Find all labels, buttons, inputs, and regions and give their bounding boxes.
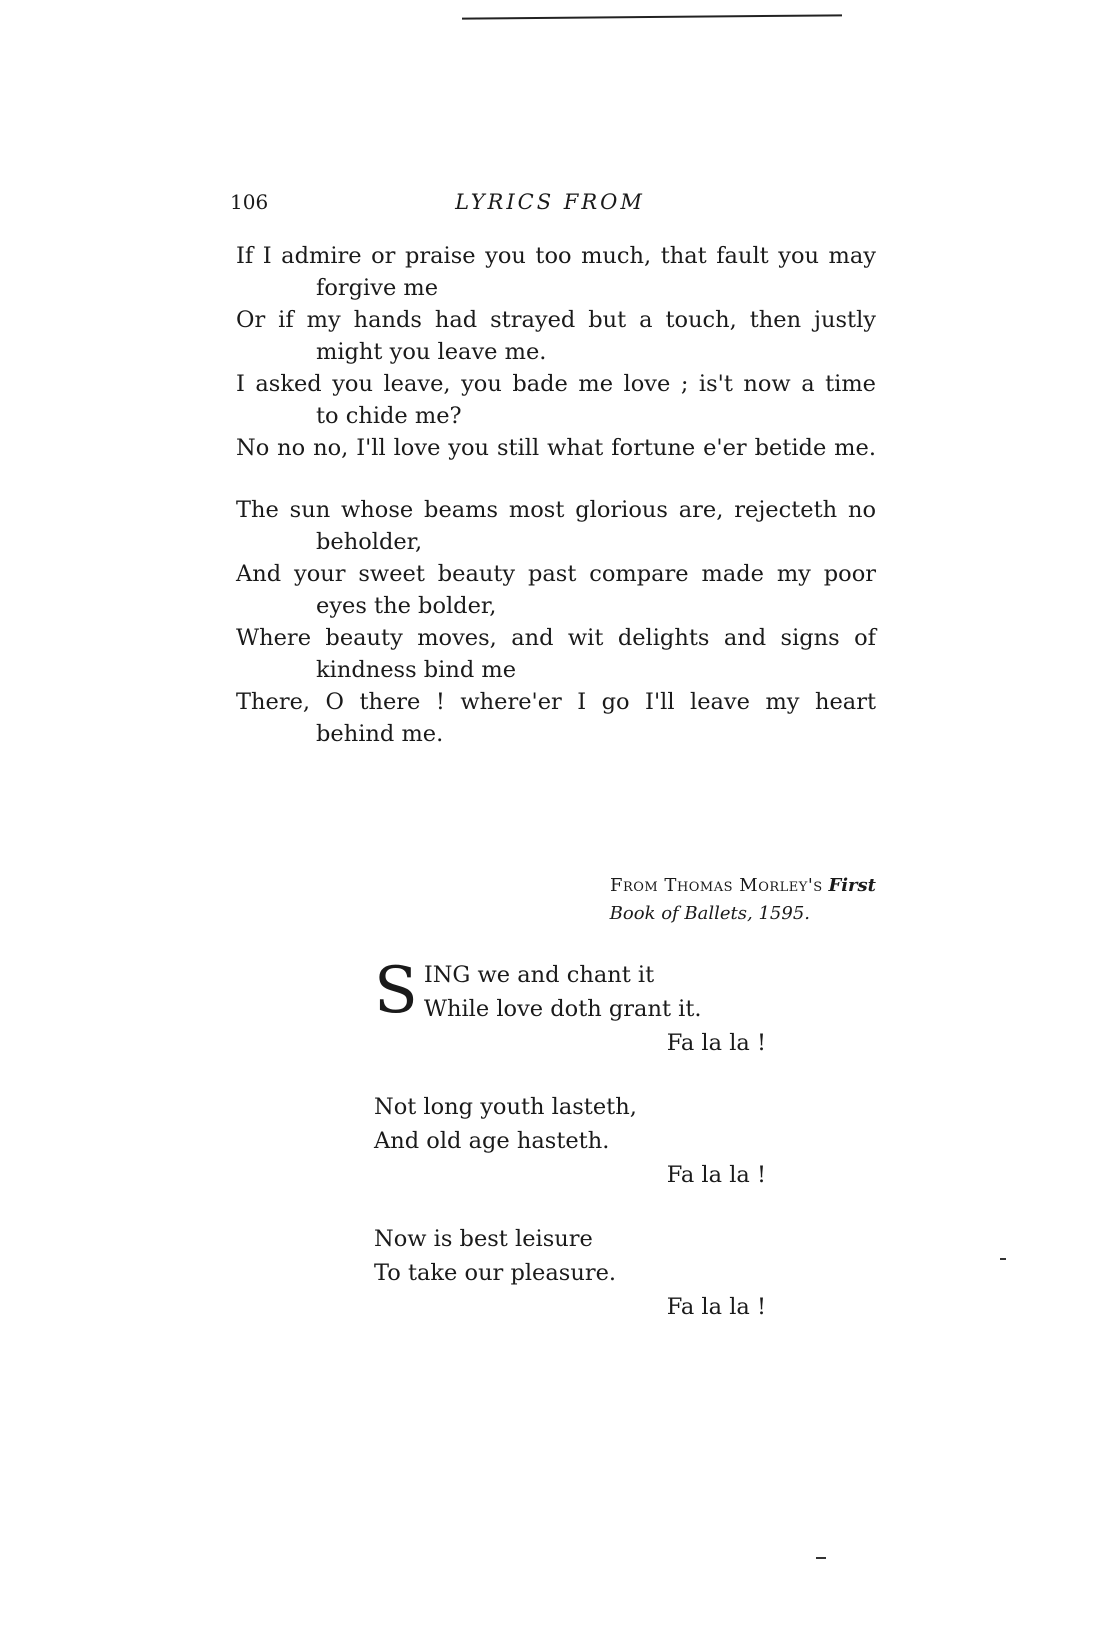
verse-continuation: beholder, xyxy=(316,529,423,555)
source-book: Book of Ballets, 1595. xyxy=(609,903,810,924)
verse-continuation: kindness bind me xyxy=(316,657,517,683)
verse-line: Not long youth lasteth, xyxy=(374,1094,637,1120)
verse-line: To take our pleasure. xyxy=(374,1260,617,1286)
print-speck xyxy=(816,1557,826,1559)
print-speck xyxy=(1000,1258,1006,1260)
verse-continuation: might you leave me. xyxy=(316,339,547,365)
verse-line: And old age hasteth. xyxy=(374,1128,610,1154)
top-rule xyxy=(462,14,842,19)
verse-line: Where beauty moves, and wit delights and signs of xyxy=(236,625,876,651)
dropcap-block xyxy=(374,954,794,1028)
verse-line: There, O there ! where'er I go I'll leave my heart xyxy=(236,689,876,715)
source-first: First xyxy=(828,875,876,896)
poem-a xyxy=(236,240,876,780)
verse-line: While love doth grant it. xyxy=(423,996,702,1022)
verse-line: Now is best leisure xyxy=(374,1226,593,1252)
verse-line: Or if my hands had strayed but a touch, then justly xyxy=(236,307,876,333)
verse-line: ING we and chant it xyxy=(423,962,655,988)
verse-line: And your sweet beauty past compare made my poor xyxy=(236,561,876,587)
page-number: 106 xyxy=(230,190,269,214)
refrain: Fa la la ! xyxy=(666,1030,766,1056)
verse-line: If I admire or praise you too much, that fault you may xyxy=(236,243,876,269)
stanza-2 xyxy=(236,494,876,750)
page-header xyxy=(230,190,870,224)
verse-continuation: eyes the bolder, xyxy=(316,593,497,619)
source-attribution xyxy=(440,872,876,928)
stanza-b3 xyxy=(374,1222,794,1324)
drop-cap: S xyxy=(374,954,418,1028)
verse-line: The sun whose beams most glorious are, rejecteth no xyxy=(236,497,876,523)
verse-line: I asked you leave, you bade me love ; is't now a time xyxy=(236,371,876,397)
verse-continuation: forgive me xyxy=(316,275,439,301)
stanza-b1 xyxy=(374,954,794,1060)
refrain: Fa la la ! xyxy=(666,1294,766,1320)
stanza-1 xyxy=(236,240,876,464)
poem-b xyxy=(374,954,794,1354)
running-head: LYRICS FROM xyxy=(455,190,645,214)
refrain: Fa la la ! xyxy=(666,1162,766,1188)
verse-line: No no no, I'll love you still what fortune e'er betide me. xyxy=(236,435,876,461)
verse-continuation: behind me. xyxy=(316,721,444,747)
stanza-b2 xyxy=(374,1090,794,1192)
source-from: From Thomas Morley's xyxy=(609,875,823,896)
verse-continuation: to chide me? xyxy=(316,403,462,429)
